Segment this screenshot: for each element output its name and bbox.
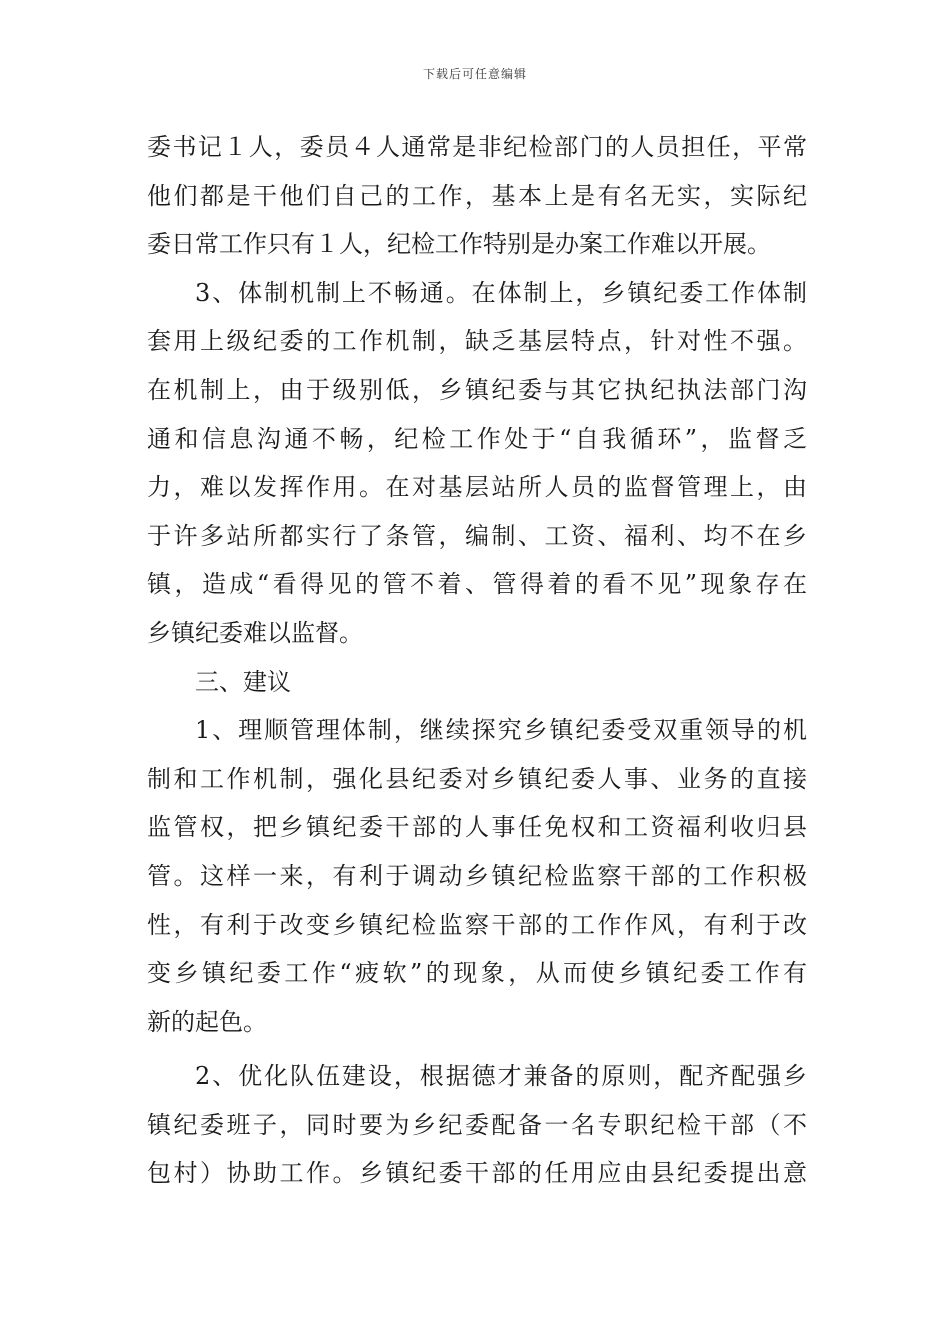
page-header-note: 下载后可任意编辑 bbox=[422, 67, 527, 81]
text-line: 变乡镇纪委工作“疲软”的现象，从而使乡镇纪委工作有 bbox=[147, 959, 807, 988]
text-line: 制和工作机制，强化县纪委对乡镇纪委人事、业务的直接 bbox=[147, 764, 807, 793]
text-line: 3、体制机制上不畅通。在体制上，乡镇纪委工作体制 bbox=[195, 278, 807, 307]
text-line: 于许多站所都实行了条管，编制、工资、福利、均不在乡 bbox=[147, 521, 807, 550]
text-line: 新的起色。 bbox=[147, 1007, 267, 1036]
text-line: 1、理顺管理体制，继续探究乡镇纪委受双重领导的机 bbox=[195, 716, 807, 745]
text-line: 镇纪委班子，同时要为乡纪委配备一名专职纪检干部（不 bbox=[147, 1110, 807, 1139]
text-line: 通和信息沟通不畅，纪检工作处于“自我循环”，监督乏 bbox=[147, 424, 807, 453]
paragraph bbox=[147, 706, 807, 1046]
text-line: 委书记１人，委员４人通常是非纪检部门的人员担任，平常 bbox=[147, 133, 807, 161]
paragraph bbox=[147, 269, 807, 658]
text-line: 套用上级纪委的工作机制，缺乏基层特点，针对性不强。 bbox=[147, 327, 807, 356]
text-line: 他们都是干他们自己的工作，基本上是有名无实，实际纪 bbox=[147, 181, 807, 210]
text-line: 2、优化队伍建设，根据德才兼备的原则，配齐配强乡 bbox=[195, 1062, 807, 1091]
document-body bbox=[147, 123, 807, 1198]
text-line: 监管权，把乡镇纪委干部的人事任免权和工资福利收归县 bbox=[147, 813, 807, 842]
text-line: 委日常工作只有１人，纪检工作特别是办案工作难以开展。 bbox=[147, 230, 771, 259]
text-line: 力，难以发挥作用。在对基层站所人员的监督管理上，由 bbox=[147, 473, 807, 502]
text-line: 乡镇纪委难以监督。 bbox=[147, 618, 363, 647]
text-line: 在机制上，由于级别低，乡镇纪委与其它执纪执法部门沟 bbox=[147, 375, 807, 404]
text-line: 包村）协助工作。乡镇纪委干部的任用应由县纪委提出意 bbox=[147, 1159, 807, 1188]
text-line: 镇，造成“看得见的管不着、管得着的看不见”现象存在 bbox=[147, 570, 807, 599]
text-line: 管。这样一来，有利于调动乡镇纪检监察干部的工作积极 bbox=[147, 861, 807, 890]
paragraph bbox=[147, 123, 807, 269]
text-line: 性，有利于改变乡镇纪检监察干部的工作作风，有利于改 bbox=[147, 910, 807, 939]
section-heading bbox=[147, 658, 807, 707]
paragraph bbox=[147, 1052, 807, 1198]
text-line: 三、建议 bbox=[195, 667, 291, 696]
